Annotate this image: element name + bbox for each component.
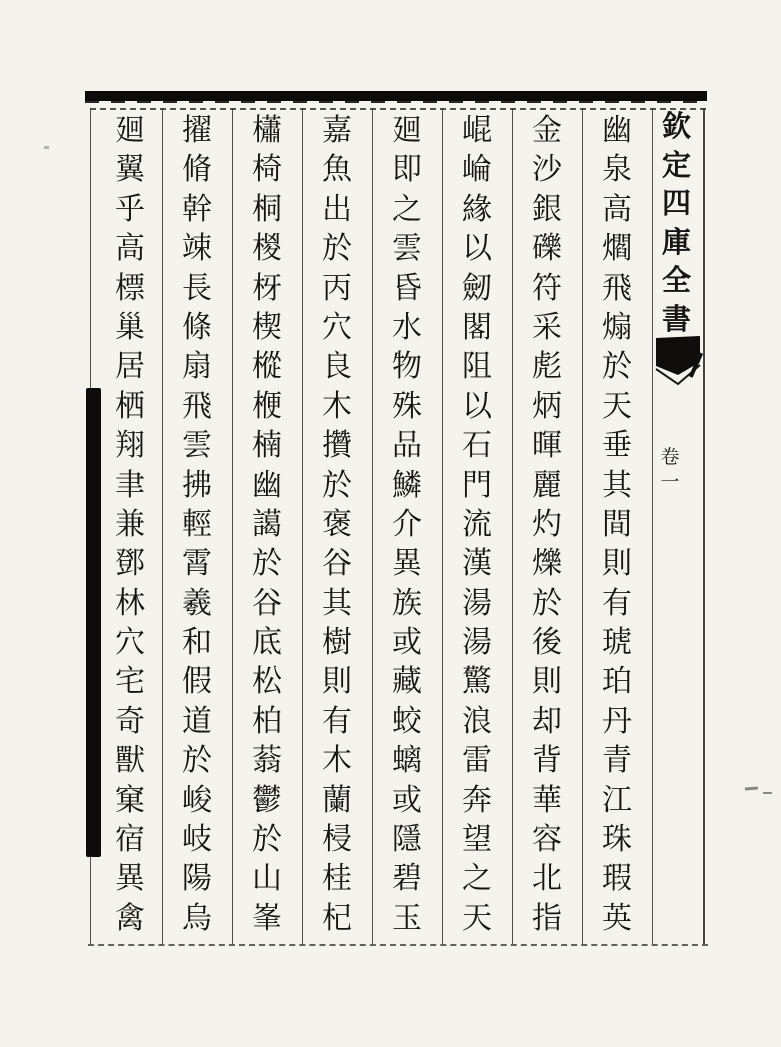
han-character: 兼 (115, 506, 145, 542)
han-character: 劒 (462, 270, 492, 306)
han-character: 藏 (392, 664, 422, 700)
han-character: 品 (392, 428, 422, 464)
han-character: 螭 (392, 743, 422, 779)
han-character: 拂 (182, 467, 212, 503)
han-character: 楔 (252, 309, 282, 345)
han-character: 其 (602, 467, 632, 503)
han-character: 書 (662, 301, 692, 336)
han-character: 松 (252, 664, 282, 700)
han-character: 崐 (462, 113, 492, 148)
han-character: 假 (182, 664, 212, 700)
han-character: 乎 (115, 191, 145, 227)
han-character: 昏 (392, 270, 422, 306)
han-character: 攢 (322, 428, 352, 464)
han-character: 峻 (182, 782, 212, 818)
han-character: 鬱 (252, 782, 282, 818)
han-character: 崘 (462, 152, 492, 188)
han-character: 標 (115, 270, 145, 306)
han-character: 異 (115, 861, 145, 897)
han-character: 其 (322, 585, 352, 621)
han-character: 聿 (115, 467, 145, 503)
han-character: 幹 (182, 191, 212, 227)
han-character: 山 (252, 861, 282, 897)
han-character: 良 (322, 349, 352, 385)
han-character: 流 (462, 506, 492, 542)
han-character: 翔 (115, 428, 145, 464)
frame-top-border (90, 108, 706, 110)
han-character: 全 (662, 263, 692, 298)
han-character: 宿 (115, 822, 145, 858)
han-character: 有 (602, 585, 632, 621)
han-character: 譪 (252, 506, 282, 542)
han-character: 桐 (252, 191, 282, 227)
han-character: 間 (602, 506, 632, 542)
han-character: 後 (532, 625, 562, 661)
text-column-8 (95, 113, 165, 936)
han-character: 天 (462, 900, 492, 936)
han-character: 楩 (252, 388, 282, 424)
han-character: 雷 (462, 743, 492, 779)
han-character: 一 (660, 471, 680, 493)
han-character: 則 (602, 546, 632, 582)
han-character: 泉 (602, 152, 632, 188)
han-character: 樹 (322, 625, 352, 661)
text-column-2 (512, 113, 582, 936)
han-character: 翼 (115, 152, 145, 188)
han-character: 枒 (252, 270, 282, 306)
han-character: 采 (532, 309, 562, 345)
han-character: 定 (662, 147, 692, 182)
han-character: 雲 (182, 428, 212, 464)
han-character: 烏 (182, 900, 212, 936)
han-character: 林 (115, 585, 145, 621)
top-ink-bar (85, 91, 707, 101)
han-character: 宅 (115, 664, 145, 700)
han-character: 廻 (392, 113, 422, 148)
han-character: 琥 (602, 625, 632, 661)
han-character: 樅 (252, 349, 282, 385)
han-character: 高 (602, 191, 632, 227)
han-character: 柏 (252, 703, 282, 739)
han-character: 扇 (182, 349, 212, 385)
text-column-4 (372, 113, 442, 936)
han-character: 幽 (252, 467, 282, 503)
han-character: 擢 (182, 113, 212, 148)
han-character: 岐 (182, 822, 212, 858)
han-character: 天 (602, 388, 632, 424)
han-character: 魚 (322, 152, 352, 188)
han-character: 穴 (322, 309, 352, 345)
frame-bottom-border (88, 944, 708, 946)
han-character: 底 (252, 625, 282, 661)
han-character: 或 (392, 625, 422, 661)
han-character: 以 (462, 231, 492, 267)
text-column-6 (232, 113, 302, 936)
han-character: 漢 (462, 546, 492, 582)
han-character: 蓊 (252, 743, 282, 779)
han-character: 門 (462, 467, 492, 503)
han-character: 阻 (462, 349, 492, 385)
han-character: 英 (602, 900, 632, 936)
han-character: 栖 (115, 388, 145, 424)
han-character: 廻 (115, 113, 145, 148)
han-character: 之 (462, 861, 492, 897)
han-character: 谷 (252, 585, 282, 621)
han-character: 霄 (182, 546, 212, 582)
han-character: 丹 (602, 703, 632, 739)
han-character: 於 (322, 231, 352, 267)
han-character: 高 (115, 231, 145, 267)
han-character: 蘭 (322, 782, 352, 818)
han-character: 奔 (462, 782, 492, 818)
han-character: 雲 (392, 231, 422, 267)
han-character: 望 (462, 822, 492, 858)
han-character: 之 (392, 191, 422, 227)
han-character: 桂 (322, 861, 352, 897)
han-character: 椶 (252, 231, 282, 267)
han-character: 禽 (115, 900, 145, 936)
han-character: 麗 (532, 467, 562, 503)
han-character: 却 (532, 703, 562, 739)
volume-label (655, 448, 685, 492)
han-character: 嘉 (322, 113, 352, 148)
han-character: 長 (182, 270, 212, 306)
scan-artifact-dot (44, 146, 49, 149)
han-character: 暉 (532, 428, 562, 464)
han-character: 爍 (532, 546, 562, 582)
han-character: 卷 (660, 446, 680, 468)
han-character: 楠 (252, 428, 282, 464)
text-column-1 (582, 113, 652, 936)
han-character: 輕 (182, 506, 212, 542)
han-character: 金 (532, 113, 562, 148)
text-column-5 (302, 113, 372, 936)
han-character: 灼 (532, 506, 562, 542)
han-character: 閣 (462, 309, 492, 345)
han-character: 於 (602, 349, 632, 385)
han-character: 則 (532, 664, 562, 700)
text-column-3 (442, 113, 512, 936)
han-character: 煽 (602, 309, 632, 345)
han-character: 水 (392, 309, 422, 345)
han-character: 於 (252, 822, 282, 858)
han-character: 江 (602, 782, 632, 818)
han-character: 窠 (115, 782, 145, 818)
han-character: 欽 (662, 109, 692, 143)
han-character: 峯 (252, 900, 282, 936)
han-character: 湯 (462, 585, 492, 621)
han-character: 竦 (182, 231, 212, 267)
han-character: 奇 (115, 703, 145, 739)
han-character: 沙 (532, 152, 562, 188)
text-column-7 (162, 113, 232, 936)
han-character: 礫 (532, 231, 562, 267)
han-character: 褒 (322, 506, 352, 542)
han-character: 浪 (462, 703, 492, 739)
han-character: 垂 (602, 428, 632, 464)
han-character: 北 (532, 861, 562, 897)
han-character: 即 (392, 152, 422, 188)
han-character: 驚 (462, 664, 492, 700)
han-character: 四 (662, 186, 692, 221)
han-character: 指 (532, 900, 562, 936)
han-character: 杞 (322, 900, 352, 936)
han-character: 幽 (602, 113, 632, 148)
han-character: 爓 (602, 231, 632, 267)
han-character: 華 (532, 782, 562, 818)
han-character: 隱 (392, 822, 422, 858)
han-character: 於 (182, 743, 212, 779)
han-character: 緣 (462, 191, 492, 227)
han-character: 穴 (115, 625, 145, 661)
han-character: 物 (392, 349, 422, 385)
han-character: 銀 (532, 191, 562, 227)
han-character: 櫹 (252, 113, 282, 148)
han-character: 珀 (602, 664, 632, 700)
han-character: 木 (322, 388, 352, 424)
han-character: 出 (322, 191, 352, 227)
han-character: 條 (182, 309, 212, 345)
han-character: 符 (532, 270, 562, 306)
han-character: 陽 (182, 861, 212, 897)
han-character: 碧 (392, 861, 422, 897)
han-character: 容 (532, 822, 562, 858)
han-character: 椅 (252, 152, 282, 188)
han-character: 異 (392, 546, 422, 582)
han-character: 於 (252, 546, 282, 582)
han-character: 道 (182, 703, 212, 739)
han-character: 湯 (462, 625, 492, 661)
han-character: 青 (602, 743, 632, 779)
han-character: 或 (392, 782, 422, 818)
han-character: 和 (182, 625, 212, 661)
han-character: 族 (392, 585, 422, 621)
han-character: 蛟 (392, 703, 422, 739)
scan-artifact-dash (745, 787, 758, 791)
han-character: 炳 (532, 388, 562, 424)
scan-artifact-dash (763, 792, 772, 794)
han-character: 有 (322, 703, 352, 739)
han-character: 背 (532, 743, 562, 779)
han-character: 珠 (602, 822, 632, 858)
han-character: 飛 (602, 270, 632, 306)
han-character: 介 (392, 506, 422, 542)
han-character: 石 (462, 428, 492, 464)
han-character: 於 (322, 467, 352, 503)
han-character: 丙 (322, 270, 352, 306)
han-character: 彪 (532, 349, 562, 385)
han-character: 居 (115, 349, 145, 385)
han-character: 飛 (182, 388, 212, 424)
han-character: 木 (322, 743, 352, 779)
book-title-vertical (653, 109, 700, 336)
han-character: 於 (532, 585, 562, 621)
han-character: 則 (322, 664, 352, 700)
han-character: 庫 (662, 224, 692, 259)
han-character: 鄧 (115, 546, 145, 582)
han-character: 谷 (322, 546, 352, 582)
han-character: 脩 (182, 152, 212, 188)
han-character: 巢 (115, 309, 145, 345)
han-character: 羲 (182, 585, 212, 621)
han-character: 瑕 (602, 861, 632, 897)
han-character: 殊 (392, 388, 422, 424)
frame-right-border (703, 108, 705, 944)
top-ink-bar-frayed-edge (85, 101, 707, 103)
han-character: 鱗 (392, 467, 422, 503)
han-character: 以 (462, 388, 492, 424)
han-character: 獸 (115, 743, 145, 779)
han-character: 玉 (392, 900, 422, 936)
han-character: 梫 (322, 822, 352, 858)
